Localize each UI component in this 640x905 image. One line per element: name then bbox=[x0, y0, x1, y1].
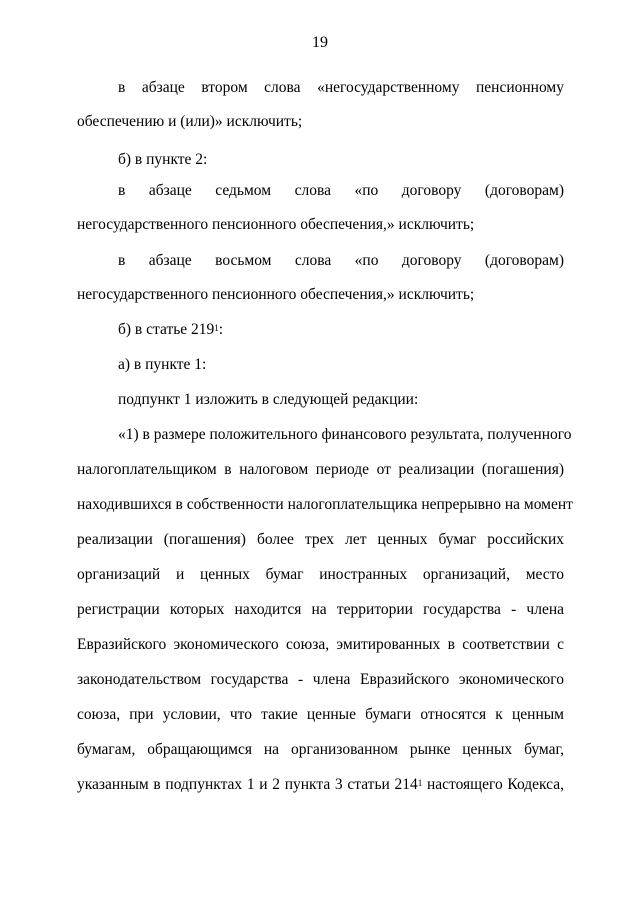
paragraph-line: негосударственного пенсионного обеспечения,» исключить; bbox=[77, 286, 475, 303]
page-number: 19 bbox=[312, 34, 328, 51]
paragraph-line: реализации (погашения) более трех лет ценных бумаг российских bbox=[77, 531, 564, 548]
paragraph-line: регистрации которых находится на территории государства - члена bbox=[77, 601, 564, 618]
paragraph-line: подпункт 1 изложить в следующей редакции: bbox=[118, 391, 419, 408]
paragraph-line: бумагам, обращающимся на организованном рынке ценных бумаг, bbox=[77, 741, 564, 758]
paragraph-line: обеспечению и (или)» исключить; bbox=[77, 113, 303, 130]
paragraph-line: негосударственного пенсионного обеспечения,» исключить; bbox=[77, 216, 475, 233]
line-text: б) в статье 219 bbox=[118, 321, 215, 338]
paragraph-line bbox=[77, 775, 564, 795]
paragraph-line: в абзаце восьмом слова «по договору (договорам) bbox=[118, 252, 564, 269]
line-text: : bbox=[218, 321, 224, 338]
paragraph-line: в абзаце седьмом слова «по договору (договорам) bbox=[118, 182, 564, 199]
paragraph-line: Евразийского экономического союза, эмитированных в соответствии с bbox=[77, 636, 564, 653]
superscript: 1 bbox=[214, 323, 219, 333]
line-text: настоящего Кодекса, bbox=[422, 776, 564, 793]
paragraph-line: а) в пункте 1: bbox=[118, 356, 207, 373]
paragraph-line: союза, при условии, что такие ценные бумаги относятся к ценным bbox=[77, 706, 564, 723]
paragraph-line: налогоплательщиком в налоговом периоде от реализации (погашения) bbox=[77, 461, 564, 478]
paragraph-line: «1) в размере положительного финансового результата, полученного bbox=[118, 426, 572, 443]
paragraph-line bbox=[118, 320, 223, 340]
paragraph-line: организаций и ценных бумаг иностранных организаций, место bbox=[77, 566, 564, 583]
line-text: указанным в подпунктах 1 и 2 пункта 3 статьи 214 bbox=[77, 776, 418, 793]
paragraph-line: в абзаце втором слова «негосударственному пенсионному bbox=[118, 79, 564, 96]
paragraph-line: находившихся в собственности налогоплательщика непрерывно на момент bbox=[77, 496, 573, 513]
paragraph-line: б) в пункте 2: bbox=[118, 151, 208, 168]
superscript: 1 bbox=[417, 778, 423, 788]
paragraph-line: законодательством государства - члена Евразийского экономического bbox=[77, 671, 564, 688]
